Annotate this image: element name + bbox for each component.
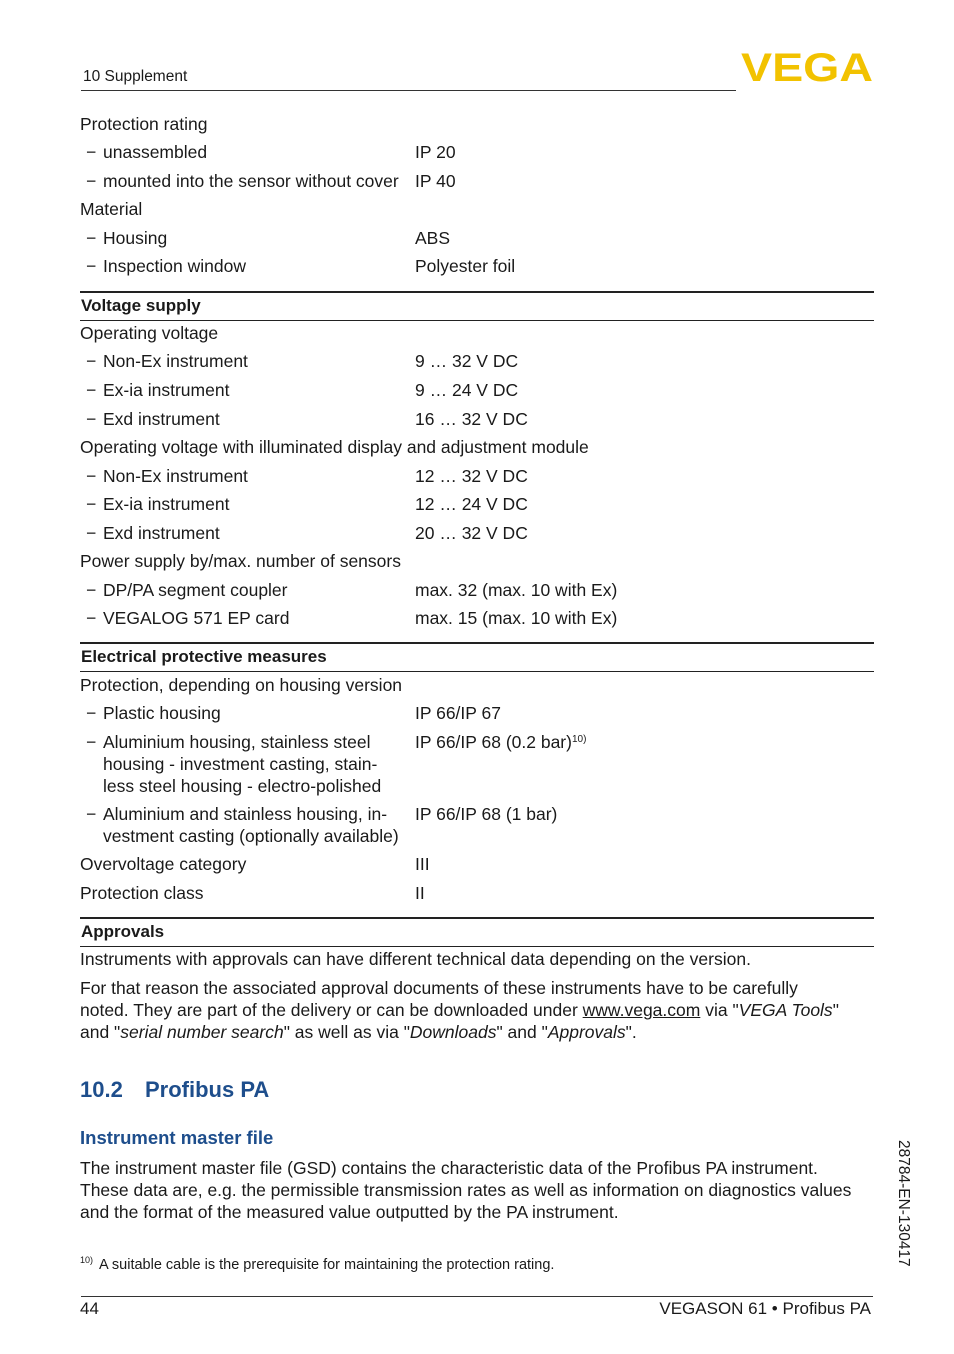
spec-label: Overvoltage category <box>80 854 247 874</box>
spec-label: − Non-Ex instrument <box>86 465 416 487</box>
italic-term: VEGA Tools <box>738 1000 833 1020</box>
op-voltage-title-row <box>80 322 875 344</box>
spec-label: − unassembled <box>86 141 416 163</box>
op-voltage-title: Operating voltage <box>80 323 219 343</box>
spec-value: 20 … 32 V DC <box>415 523 528 543</box>
protection-title: Protection rating <box>80 114 208 134</box>
material-title: Material <box>80 199 143 219</box>
material-title-row <box>80 198 875 220</box>
spec-label: − Non-Ex instrument <box>86 350 416 372</box>
text-run: via " <box>700 1000 739 1020</box>
text-run: ". <box>625 1022 637 1042</box>
footnote-ref: 10) <box>571 734 587 745</box>
label-line: vestment casting (optionally available) <box>103 826 399 846</box>
vega-website-link[interactable]: www.vega.com <box>582 1000 701 1020</box>
italic-term: Downloads <box>409 1022 497 1042</box>
spec-label: − Housing <box>86 227 416 249</box>
spec-value: 12 … 24 V DC <box>415 494 528 514</box>
spec-value: 16 … 32 V DC <box>415 409 528 429</box>
footer-rule <box>81 1296 873 1297</box>
spec-value: max. 15 (max. 10 with Ex) <box>415 608 618 628</box>
spec-value: II <box>415 883 425 903</box>
para-line: The instrument master file (GSD) contains the characteristic data of the Profibus PA instrument. <box>80 1158 818 1178</box>
spec-value: max. 32 (max. 10 with Ex) <box>415 580 618 600</box>
op-voltage-display-title: Operating voltage with illuminated display and adjustment module <box>80 437 589 457</box>
spec-label: − Exd instrument <box>86 408 416 430</box>
footnote-text: A suitable cable is the prerequisite for maintaining the protection rating. <box>99 1257 555 1273</box>
section-heading <box>80 1077 269 1103</box>
section-rule <box>80 320 874 321</box>
text-run: " <box>832 1000 839 1020</box>
section-rule <box>80 642 874 644</box>
spec-value: 12 … 32 V DC <box>415 466 528 486</box>
para-line: For that reason the associated approval documents of these instruments have to be carefully <box>80 978 798 998</box>
protection-title-row <box>80 113 875 135</box>
section-rule <box>80 917 874 919</box>
spec-label: − Ex-ia instrument <box>86 493 416 515</box>
label-line: housing - investment casting, stain- <box>103 754 378 774</box>
section-rule <box>80 946 874 947</box>
section-rule <box>80 671 874 672</box>
document-title: VEGASON 61 • Profibus PA <box>659 1299 871 1318</box>
approvals-para2 <box>80 977 875 1043</box>
spec-label: − DP/PA segment coupler <box>86 579 416 601</box>
italic-term: Approvals <box>547 1022 626 1042</box>
section-label: 10 Supplement <box>83 68 188 85</box>
spec-label: − Ex-ia instrument <box>86 379 416 401</box>
text-run: " and " <box>496 1022 548 1042</box>
spec-value: Polyester foil <box>415 256 516 276</box>
spec-value: IP 20 <box>415 142 456 162</box>
label-line: less steel housing - electro-polished <box>103 776 382 796</box>
gsd-paragraph <box>80 1157 875 1223</box>
spec-value: IP 66/IP 68 (1 bar) <box>415 804 558 824</box>
voltage-supply-heading: Voltage supply <box>81 296 201 315</box>
electrical-heading: Electrical protective measures <box>81 647 327 666</box>
spec-label: − Exd instrument <box>86 522 416 544</box>
spec-label: − Plastic housing <box>86 702 416 724</box>
gsd-heading: Instrument master file <box>80 1127 274 1148</box>
label-line: Aluminium housing, stainless steel <box>103 732 371 752</box>
spec-value: 9 … 32 V DC <box>415 351 519 371</box>
op-voltage-display-title-row <box>80 436 875 458</box>
spec-label: − Inspection window <box>86 255 416 277</box>
header-rule <box>81 90 736 91</box>
document-code: 28784-EN-130417 <box>895 1140 912 1267</box>
italic-term: serial number search <box>120 1022 284 1042</box>
spec-label: − mounted into the sensor without cover <box>86 170 416 192</box>
spec-value: ABS <box>415 228 451 248</box>
para-line: These data are, e.g. the permissible transmission rates as well as information on diagnostics values <box>80 1180 852 1200</box>
footnote-mark: 10) <box>80 1255 94 1265</box>
text-run: and " <box>80 1022 121 1042</box>
electrical-title-row <box>80 674 875 696</box>
section-number: 10.2 <box>80 1077 123 1102</box>
section-title: Profibus PA <box>145 1077 270 1102</box>
spec-value <box>415 731 586 753</box>
text-run: noted. They are part of the delivery or can be downloaded under <box>80 1000 583 1020</box>
page-number: 44 <box>80 1299 99 1318</box>
spec-label: − VEGALOG 571 EP card <box>86 607 416 629</box>
label-line: Aluminium and stainless housing, in- <box>103 804 388 824</box>
text-run: " as well as via " <box>283 1022 410 1042</box>
footnote <box>80 1257 554 1273</box>
section-rule <box>80 291 874 293</box>
spec-label: Protection class <box>80 883 204 903</box>
approvals-heading: Approvals <box>81 922 165 941</box>
power-supply-title-row <box>80 550 875 572</box>
approvals-para1: Instruments with approvals can have different technical data depending on the version. <box>80 949 751 969</box>
power-supply-title: Power supply by/max. number of sensors <box>80 551 401 571</box>
spec-value: IP 40 <box>415 171 456 191</box>
para-line: and the format of the measured value outputted by the PA instrument. <box>80 1202 619 1222</box>
para-line <box>80 999 875 1021</box>
vega-logo <box>740 50 874 84</box>
para-line <box>80 1021 875 1043</box>
electrical-title: Protection, depending on housing version <box>80 675 403 695</box>
spec-label <box>86 803 416 847</box>
spec-label <box>86 731 416 797</box>
value-text: IP 66/IP 68 (0.2 bar) <box>415 732 572 752</box>
spec-value: IP 66/IP 67 <box>415 703 501 723</box>
spec-value: 9 … 24 V DC <box>415 380 519 400</box>
spec-value: III <box>415 854 430 874</box>
logo-text: VEGA <box>741 50 873 84</box>
